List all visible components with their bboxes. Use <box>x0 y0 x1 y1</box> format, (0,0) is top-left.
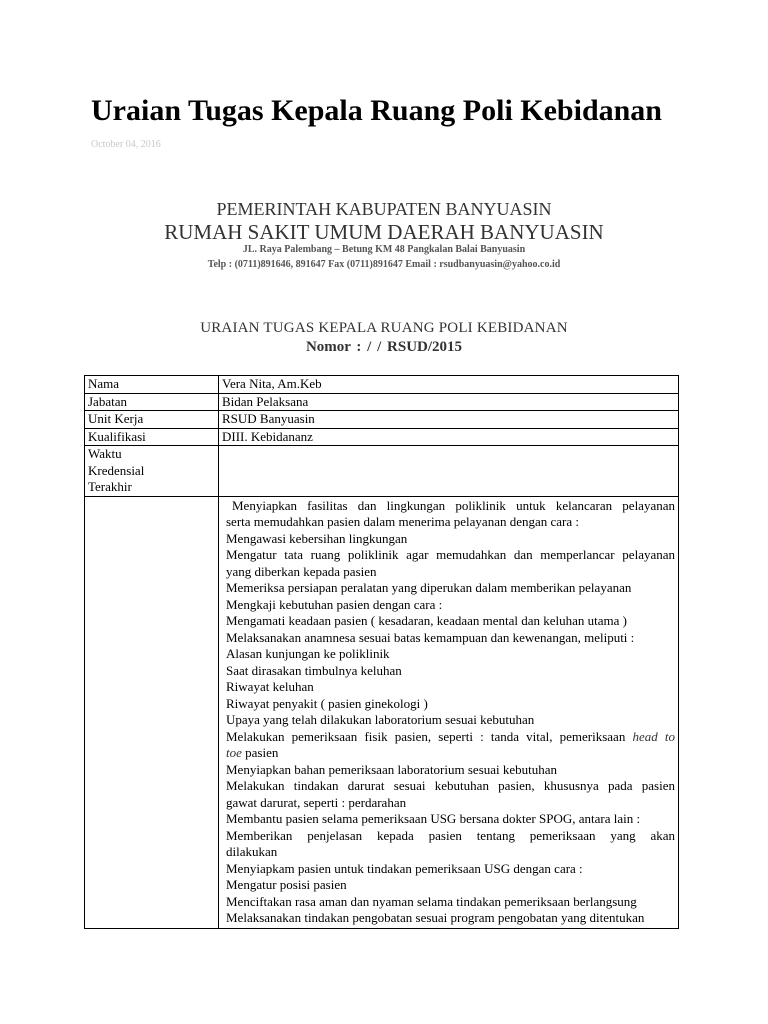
nama-label: Nama <box>85 376 219 394</box>
kualifikasi-label: Kualifikasi <box>85 428 219 446</box>
duty-line: Melaksanakan tindakan pengobatan sesuai program pengobatan yang ditentukan <box>226 910 645 925</box>
terakhir-label-line: Terakhir <box>88 479 132 494</box>
duty-line: dilakukan <box>226 844 278 859</box>
duties-content <box>219 496 679 928</box>
duty-line: Menciftakan rasa aman dan nyaman selama tindakan pemeriksaan berlangsung <box>226 893 637 909</box>
letterhead-contact: Telp : (0711)891646, 891647 Fax (0711)891647 Email : rsudbanyuasin@yahoo.co.id <box>207 259 561 270</box>
duty-line: Menyiapkam pasien untuk tindakan pemeriksaan USG dengan cara : <box>226 860 583 876</box>
duty-line: Melaksanakan anamnesa sesuai batas kemampuan dan kewenangan, meliputi : <box>226 629 635 645</box>
nama-value: Vera Nita, Am.Keb <box>219 376 679 394</box>
jabatan-label: Jabatan <box>85 393 219 411</box>
jabatan-value: Bidan Pelaksana <box>219 393 679 411</box>
duty-line: Menyiapkan fasilitas dan lingkungan poliklinik untuk kelancaran pelayanan <box>232 497 675 513</box>
duty-table <box>84 375 679 929</box>
table-row <box>85 496 679 928</box>
duty-italic-text: toe <box>226 745 242 760</box>
duty-line: Mengawasi kebersihan lingkungan <box>226 530 408 546</box>
duty-italic-text: head to <box>632 728 675 744</box>
document-number: Nomor : / / RSUD/2015 <box>305 339 463 355</box>
duty-line: Mengatur posisi pasien <box>226 877 347 892</box>
duty-line: Riwayat penyakit ( pasien ginekologi ) <box>226 695 428 711</box>
duty-line: Memberikan penjelasan kepada pasien tentang pemeriksaan yang akan <box>226 827 675 843</box>
duty-line: Saat dirasakan timbulnya keluhan <box>226 662 402 678</box>
duty-line: gawat darurat, seperti : perdarahan <box>226 794 407 810</box>
duty-text: Melakukan pemeriksaan fisik pasien, seperti : tanda vital, pemeriksaan <box>226 728 626 744</box>
table-row <box>85 393 679 411</box>
document-title: URAIAN TUGAS KEPALA RUANG POLI KEBIDANAN <box>200 320 568 336</box>
duties-label <box>85 496 219 928</box>
post-title: Uraian Tugas Kepala Ruang Poli Kebidanan <box>91 94 662 127</box>
letterhead-hospital: RUMAH SAKIT UMUM DAERAH BANYUASIN <box>164 220 604 244</box>
duty-line: Membantu pasien selama pemeriksaan USG bersana dokter SPOG, antara lain : <box>226 811 641 826</box>
duty-text: pasien <box>241 745 279 760</box>
table-row <box>85 376 679 394</box>
duty-line: Menyiapkan bahan pemeriksaan laboratorium sesuai kebutuhan <box>226 761 558 777</box>
duty-line: yang diberkan kepada pasien <box>226 563 377 579</box>
duty-line: Mengatur tata ruang poliklinik agar memudahkan dan memperlancar pelayanan <box>226 547 675 562</box>
duty-line <box>222 745 675 762</box>
kredensial-label-line: Kredensial <box>88 462 145 478</box>
table-row <box>85 428 679 446</box>
letterhead-government: PEMERINTAH KABUPATEN BANYUASIN <box>216 199 552 219</box>
duty-line: Mengkaji kebutuhan pasien dengan cara : <box>226 596 443 612</box>
table-row <box>85 446 679 497</box>
unit-kerja-label: Unit Kerja <box>85 411 219 429</box>
table-row <box>85 411 679 429</box>
unit-kerja-value: RSUD Banyuasin <box>219 411 679 429</box>
post-date: October 04, 2016 <box>91 139 161 150</box>
duty-line: Mengamati keadaan pasien ( kesadaran, keadaan mental dan keluhan utama ) <box>226 613 628 628</box>
duty-line: serta memudahkan pasien dalam menerima pelayanan dengan cara : <box>226 514 580 529</box>
duty-line: Memeriksa persiapan peralatan yang diperukan dalam memberikan pelayanan <box>226 580 632 595</box>
waktu-kredensial-label <box>85 446 219 497</box>
waktu-kredensial-value <box>219 446 679 497</box>
letterhead-address: JL. Raya Palembang – Betung KM 48 Pangkalan Balai Banyuasin <box>242 244 526 255</box>
duty-line: Riwayat keluhan <box>226 679 314 694</box>
duty-line: Upaya yang telah dilakukan laboratorium sesuai kebutuhan <box>226 712 535 727</box>
duty-line: Melakukan tindakan darurat sesuai kebutuhan pasien, khususnya pada pasien <box>226 778 675 793</box>
waktu-label-line: Waktu <box>88 446 122 461</box>
duty-line <box>222 729 675 746</box>
kualifikasi-value: DIII. Kebidananz <box>219 428 679 446</box>
duty-line: Alasan kunjungan ke poliklinik <box>226 646 390 661</box>
